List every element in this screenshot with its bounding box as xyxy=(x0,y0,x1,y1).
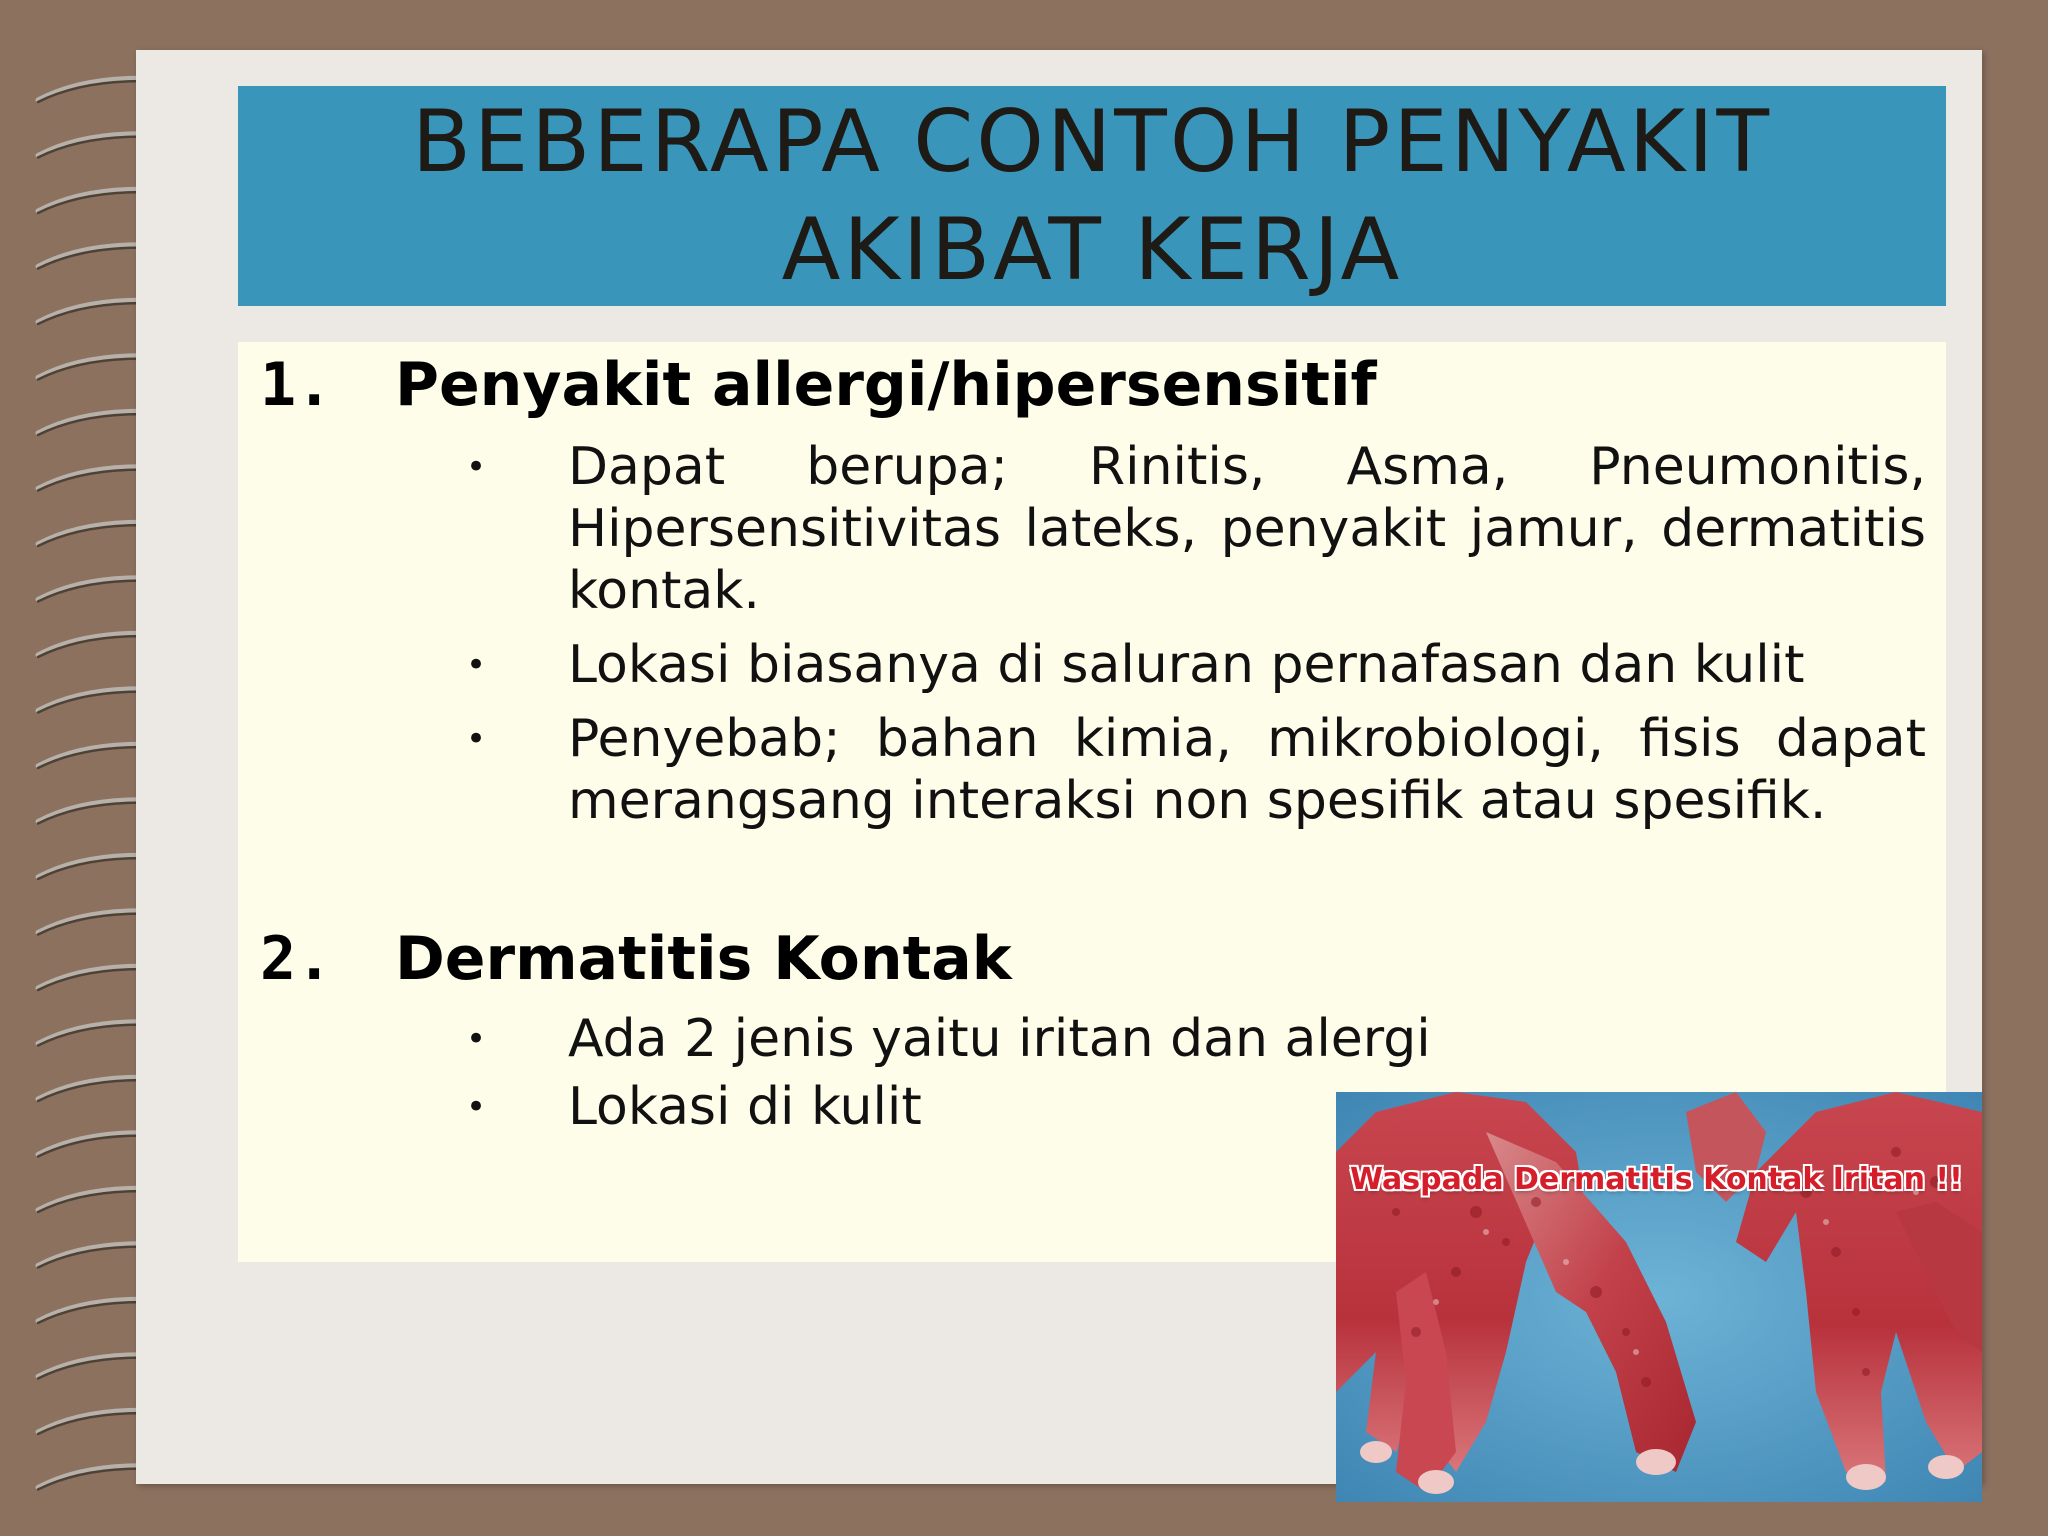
hands-illustration xyxy=(1336,1092,1982,1502)
bullet-icon: • xyxy=(466,1087,487,1127)
list-item: • Ada 2 jenis yaitu iritan dan alergi xyxy=(466,1009,1431,1069)
section-1-heading xyxy=(260,350,1377,420)
bullet-icon: • xyxy=(466,447,487,487)
list-item: • Lokasi di kulit xyxy=(466,1077,922,1137)
photo-caption: Waspada Dermatitis Kontak Iritan !! xyxy=(1350,1162,1963,1197)
list-item: • Penyebab; bahan kimia, mikrobiologi, fisis dapat merangsang interaksi non spesifik atau spesifik. xyxy=(466,709,1926,831)
bullet-icon: • xyxy=(466,645,487,685)
bullet-icon: • xyxy=(466,1019,487,1059)
title-bar xyxy=(238,86,1946,306)
list-item: • Lokasi biasanya di saluran pernafasan dan kulit xyxy=(466,635,1805,695)
section-1-number: 1. xyxy=(260,350,333,420)
dermatitis-photo xyxy=(1336,1092,1982,1502)
section-2-heading xyxy=(260,924,1012,994)
list-item: • Dapat berupa; Rinitis, Asma, Pneumonitis, Hipersensitivitas lateks, penyakit jamur, dermatitis kontak. xyxy=(466,437,1926,621)
slide-title: BEBERAPA CONTOH PENYAKIT AKIBAT KERJA xyxy=(411,92,1773,300)
section-2-number: 2. xyxy=(260,924,333,994)
section-2-title: Dermatitis Kontak xyxy=(395,924,1012,994)
section-1-title: Penyakit allergi/hipersensitif xyxy=(395,350,1377,420)
bullet-icon: • xyxy=(466,719,487,759)
section-1-bullets xyxy=(238,436,1946,832)
